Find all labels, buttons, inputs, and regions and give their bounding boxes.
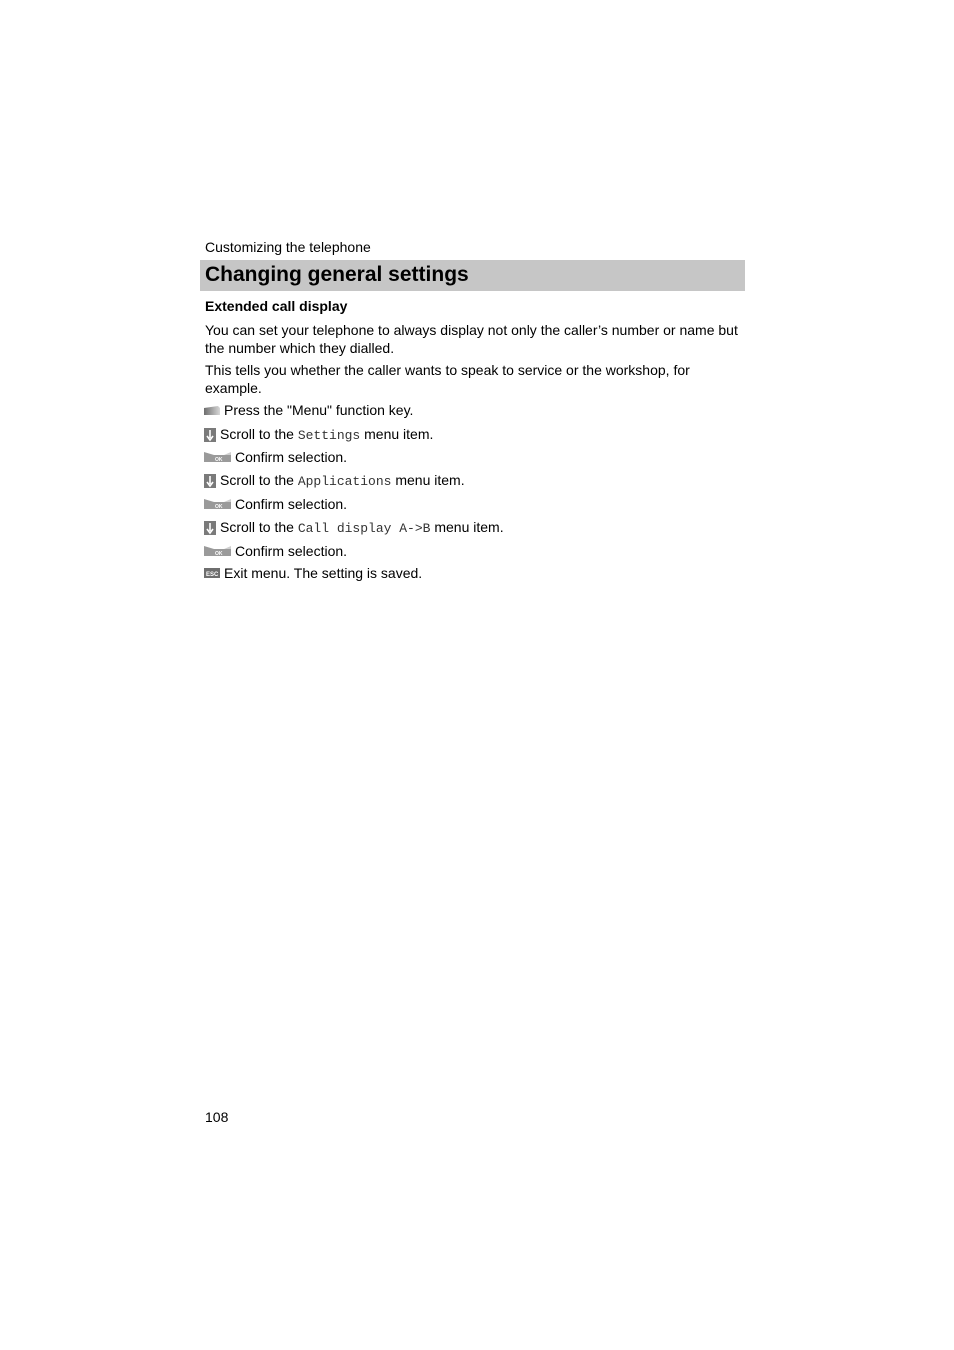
ok-key-icon (204, 452, 231, 462)
scroll-down-icon (204, 521, 216, 535)
menu-item-code: Call display A->B (297, 521, 431, 536)
step-prefix: Scroll to the (220, 426, 298, 442)
page-title: Changing general settings (205, 263, 469, 286)
step-scroll-settings (204, 426, 433, 444)
menu-item-code: Settings (297, 428, 361, 443)
menu-key-icon (204, 405, 220, 415)
esc-key-icon (204, 568, 220, 578)
step-confirm-2 (204, 495, 347, 513)
ok-key-icon (204, 499, 231, 509)
step-suffix: menu item. (360, 426, 434, 442)
scroll-down-icon (204, 428, 216, 442)
step-press-menu (204, 401, 413, 419)
ok-key-label: OK (215, 504, 223, 509)
info-paragraph: This tells you whether the caller wants to speak to service or the workshop, for example. (205, 362, 690, 396)
step-scroll-call-display (204, 519, 504, 537)
step-confirm-1 (204, 448, 347, 466)
intro-paragraph: You can set your telephone to always display not only the caller’s number or name but the number which they dialled. (205, 322, 738, 356)
title-bar (200, 260, 745, 291)
step-text: Exit menu. The setting is saved. (224, 565, 423, 581)
subheading: Extended call display (205, 298, 348, 314)
step-text: Press the "Menu" function key. (224, 402, 414, 418)
ok-key-label: OK (215, 551, 223, 556)
page-number: 108 (205, 1109, 229, 1125)
ok-key-label: OK (215, 457, 223, 462)
section-label: Customizing the telephone (205, 239, 371, 255)
step-exit-menu (204, 564, 422, 582)
step-prefix: Scroll to the (220, 472, 298, 488)
step-text: Confirm selection. (235, 449, 348, 465)
esc-key-label: ESC (206, 572, 219, 578)
scroll-down-icon (204, 474, 216, 488)
step-text: Confirm selection. (235, 496, 348, 512)
ok-key-icon (204, 546, 231, 556)
step-suffix: menu item. (430, 519, 504, 535)
step-scroll-applications (204, 472, 465, 490)
step-text: Confirm selection. (235, 543, 348, 559)
step-suffix: menu item. (391, 472, 465, 488)
menu-item-code: Applications (297, 474, 392, 489)
step-prefix: Scroll to the (220, 519, 298, 535)
step-confirm-3 (204, 542, 347, 560)
